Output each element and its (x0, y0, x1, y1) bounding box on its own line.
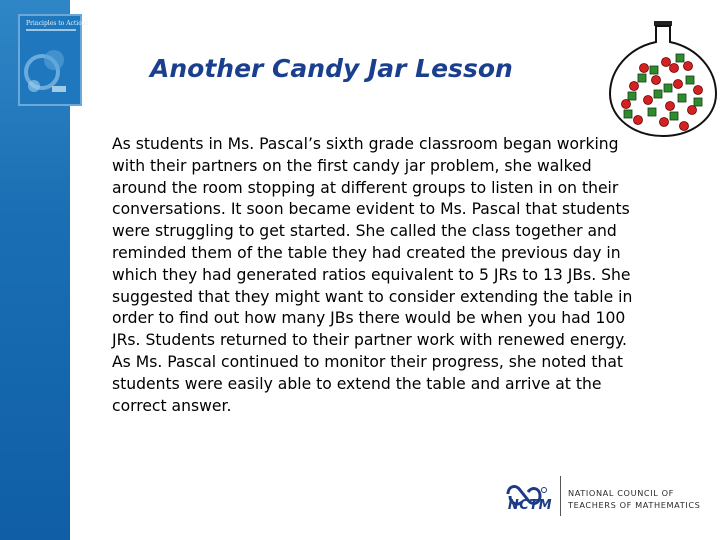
red-candy (652, 76, 661, 85)
red-candy (644, 96, 653, 105)
candy-jar-icon (608, 18, 718, 138)
org-name-line-1: NATIONAL COUNCIL OF (568, 488, 674, 498)
nctm-organization-name (568, 487, 718, 511)
org-name-line-2: TEACHERS OF MATHEMATICS (568, 500, 701, 510)
book-cover-thumbnail (18, 14, 89, 106)
red-candy (634, 116, 643, 125)
red-candy (694, 86, 703, 95)
red-candy (680, 122, 689, 131)
red-candy (622, 100, 631, 109)
green-candy (648, 108, 656, 116)
green-candy (624, 110, 632, 118)
green-candy (670, 112, 678, 120)
green-candy (678, 94, 686, 102)
red-candy (684, 62, 693, 71)
green-candy (654, 90, 662, 98)
green-candy (694, 98, 702, 106)
green-candy (676, 54, 684, 62)
green-candy (638, 74, 646, 82)
green-candy (686, 76, 694, 84)
book-cover-title: Principles to Actions (26, 20, 89, 27)
green-candy (650, 66, 658, 74)
red-candy (660, 118, 669, 127)
book-cover-art (20, 34, 80, 104)
green-candy (628, 92, 636, 100)
body-paragraph: As students in Ms. Pascal’s sixth grade classroom began working with their partners on the first candy jar problem, she walked around the room stopping at different groups to listen in on their conversations. It soon became evident to Ms. Pascal that students were struggling to get started. She called the class together and reminded them of the table they had created the previous day in which they had generated ratios equivalent to 5 JRs to 13 JBs. She suggested that they might want to consider extending the table in order to find out how many JBs there would be when you had 100 JRs. Students returned to their partner work with renewed energy. As Ms. Pascal continued to monitor their progress, she noted that students were easily able to extend the table and arrive at the correct answer. (112, 135, 633, 415)
red-candy (674, 80, 683, 89)
red-candy (662, 58, 671, 67)
red-candy (670, 64, 679, 73)
slide-title: Another Candy Jar Lesson (150, 54, 513, 83)
footer-divider (560, 476, 561, 516)
book-cover-subtitle-line (26, 29, 76, 31)
green-candy (664, 84, 672, 92)
red-candy (666, 102, 675, 111)
red-candy (640, 64, 649, 73)
nctm-logo-text: NCTM (507, 498, 553, 513)
red-candy (688, 106, 697, 115)
red-candy (630, 82, 639, 91)
